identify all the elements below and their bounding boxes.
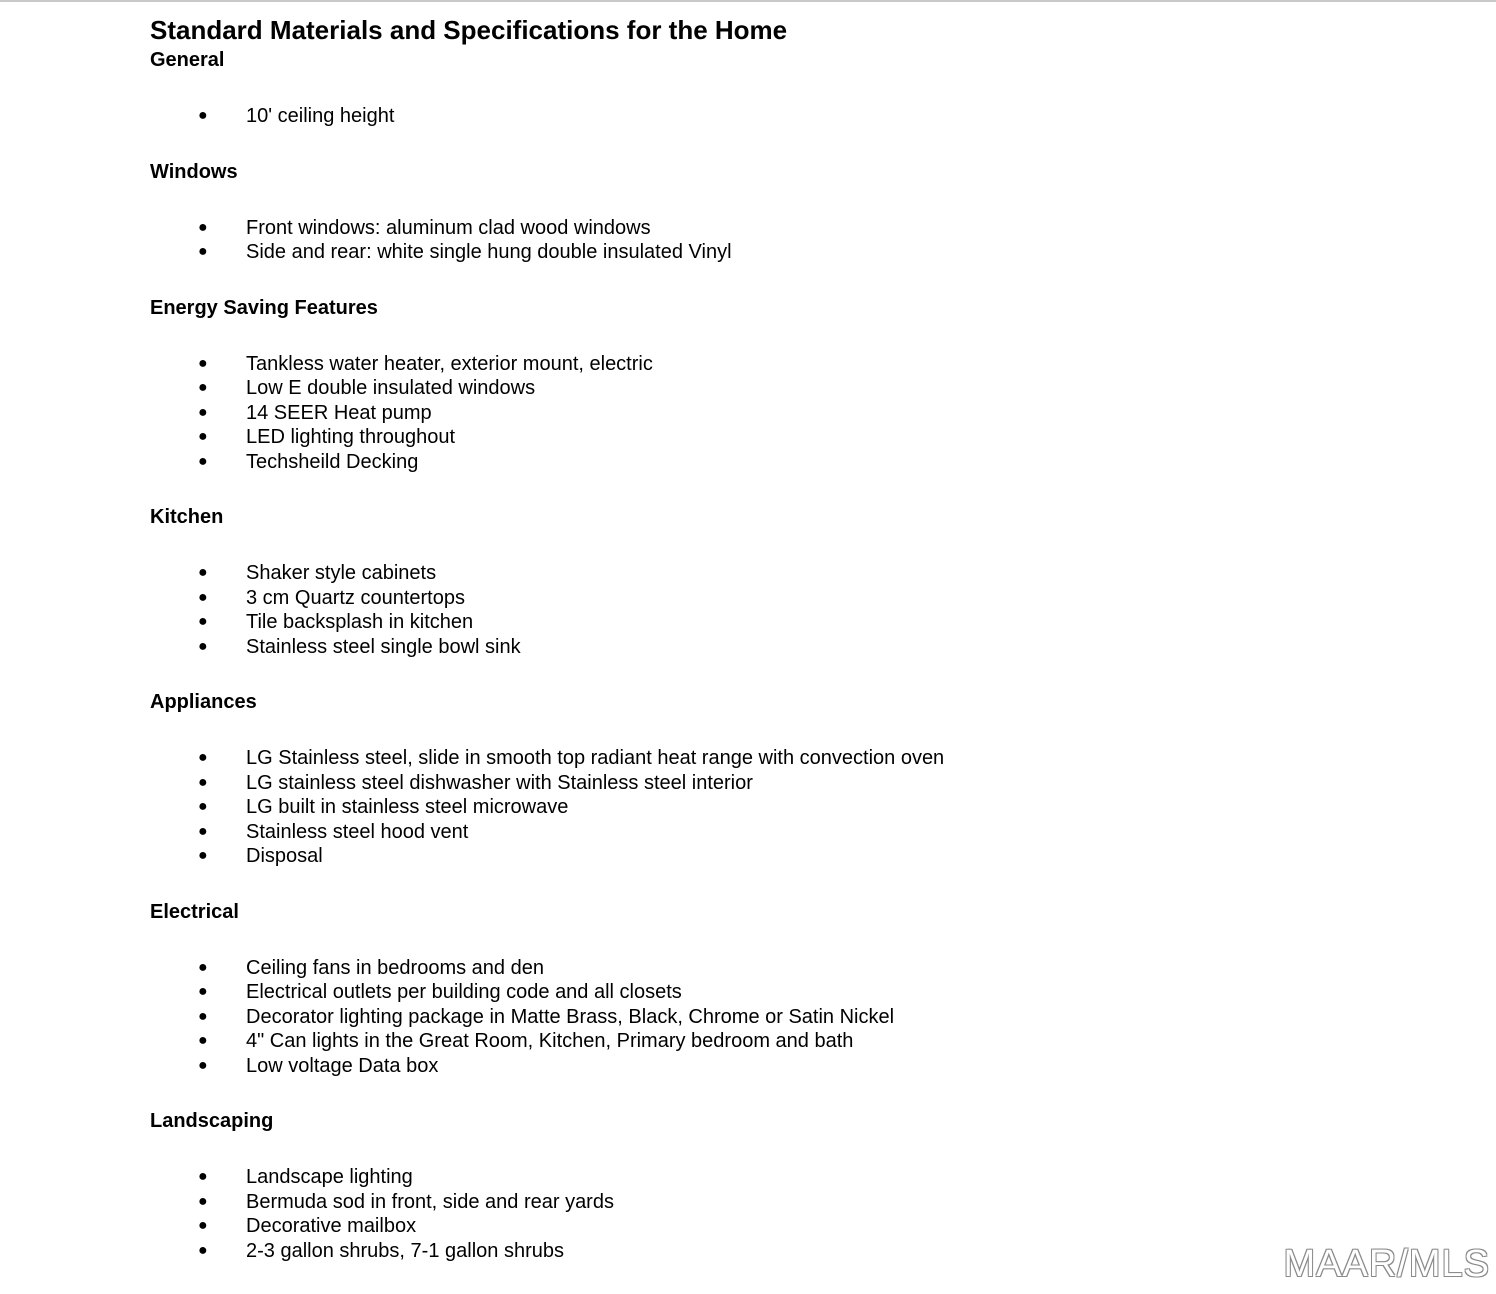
bullet-icon: ● <box>198 637 208 655</box>
list-item-text: Bermuda sod in front, side and rear yards <box>246 1190 614 1213</box>
list-item <box>150 980 1350 1005</box>
bullet-icon: ● <box>198 403 208 421</box>
list-item <box>150 1005 1350 1030</box>
section-heading: General <box>150 49 225 71</box>
list-item <box>150 610 1350 635</box>
list-item <box>150 450 1350 475</box>
list-item <box>150 1165 1350 1190</box>
list-item-text: LG Stainless steel, slide in smooth top radiant heat range with convection oven <box>246 747 945 769</box>
bullet-icon: ● <box>198 798 208 815</box>
bullet-icon: ● <box>198 822 208 840</box>
list-item-text: 4" Can lights in the Great Room, Kitchen, Primary bedroom and bath <box>246 1030 854 1052</box>
bullet-icon: ● <box>198 1168 208 1185</box>
list-item <box>150 1029 1350 1054</box>
section-item-list <box>150 104 1350 129</box>
list-item-text: Low E double insulated windows <box>246 377 536 399</box>
bullet-icon: ● <box>198 773 208 791</box>
list-item-text: 14 SEER Heat pump <box>246 401 432 424</box>
bullet-icon: ● <box>198 958 208 976</box>
section-item-list <box>150 746 1350 869</box>
bullet-icon: ● <box>198 452 208 470</box>
list-item-text: Decorative mailbox <box>246 1215 417 1237</box>
list-item <box>150 561 1350 586</box>
list-item-text: Side and rear: white single hung double insulated Vinyl <box>246 241 732 263</box>
list-item-text: Decorator lighting package in Matte Brass, Black, Chrome or Satin Nickel <box>246 1005 895 1028</box>
list-item-text: 2-3 gallon shrubs, 7-1 gallon shrubs <box>246 1239 564 1262</box>
list-item <box>150 746 1350 771</box>
list-item <box>150 1190 1350 1215</box>
list-item <box>150 820 1350 845</box>
bullet-icon: ● <box>198 983 208 1000</box>
list-item-text: Disposal <box>246 845 323 867</box>
list-item-text: Landscape lighting <box>246 1166 413 1188</box>
list-item-text: Electrical outlets per building code and all closets <box>246 981 682 1003</box>
list-item <box>150 1054 1350 1079</box>
list-item <box>150 352 1350 377</box>
bullet-icon: ● <box>198 588 208 606</box>
list-item <box>150 401 1350 426</box>
bullet-icon: ● <box>198 1241 208 1259</box>
bullet-icon: ● <box>198 243 208 260</box>
section-item-list <box>150 561 1350 659</box>
section-item-list <box>150 216 1350 265</box>
list-item-text: Stainless steel hood vent <box>246 820 469 843</box>
list-item <box>150 956 1350 981</box>
bullet-icon: ● <box>198 847 208 864</box>
mls-watermark: MAAR/MLS <box>1283 1243 1490 1285</box>
list-item <box>150 425 1350 450</box>
list-item <box>150 376 1350 401</box>
list-item <box>150 240 1350 265</box>
list-item-text: Low voltage Data box <box>246 1054 439 1077</box>
section-heading: Appliances <box>150 691 257 713</box>
list-item <box>150 216 1350 241</box>
bullet-icon: ● <box>198 1032 208 1049</box>
list-item-text: Stainless steel single bowl sink <box>246 635 521 658</box>
list-item <box>150 771 1350 796</box>
list-item <box>150 1239 1350 1264</box>
bullet-icon: ● <box>198 218 208 236</box>
bullet-icon: ● <box>198 107 208 124</box>
list-item <box>150 795 1350 820</box>
bullet-icon: ● <box>198 428 208 445</box>
list-item-text: Front windows: aluminum clad wood windows <box>246 216 651 239</box>
list-item <box>150 635 1350 660</box>
list-item <box>150 586 1350 611</box>
list-item-text: 3 cm Quartz countertops <box>246 586 465 609</box>
section-item-list <box>150 1165 1350 1263</box>
bullet-icon: ● <box>198 354 208 372</box>
list-item <box>150 104 1350 129</box>
section-heading: Energy Saving Features <box>150 296 378 319</box>
list-item-text: Techsheild Decking <box>246 450 419 473</box>
bullet-icon: ● <box>198 1217 208 1234</box>
section-item-list <box>150 956 1350 1079</box>
section-heading: Kitchen <box>150 506 224 528</box>
sections-container <box>150 48 1350 1263</box>
section-heading: Landscaping <box>150 1110 274 1132</box>
bullet-icon: ● <box>198 1007 208 1025</box>
bullet-icon: ● <box>198 749 208 766</box>
bullet-icon: ● <box>198 1192 208 1210</box>
list-item-text: LG built in stainless steel microwave <box>246 796 569 818</box>
document-title: Standard Materials and Specifications for the Home <box>150 15 788 45</box>
list-item-text: 10' ceiling height <box>246 105 395 127</box>
bullet-icon: ● <box>198 564 208 581</box>
list-item-text: Tile backsplash in kitchen <box>246 611 474 633</box>
bullet-icon: ● <box>198 379 208 396</box>
list-item-text: Tankless water heater, exterior mount, electric <box>246 352 653 375</box>
list-item-text: Ceiling fans in bedrooms and den <box>246 956 544 979</box>
section-heading: Windows <box>150 160 238 183</box>
bullet-icon: ● <box>198 613 208 630</box>
top-border <box>0 0 1496 2</box>
list-item-text: LG stainless steel dishwasher with Stainless steel interior <box>246 771 753 794</box>
list-item <box>150 1214 1350 1239</box>
list-item-text: Shaker style cabinets <box>246 562 437 584</box>
list-item <box>150 844 1350 869</box>
list-item-text: LED lighting throughout <box>246 426 456 448</box>
section-item-list <box>150 352 1350 475</box>
document-body <box>150 14 1350 1294</box>
section-heading: Electrical <box>150 900 239 923</box>
bullet-icon: ● <box>198 1056 208 1074</box>
